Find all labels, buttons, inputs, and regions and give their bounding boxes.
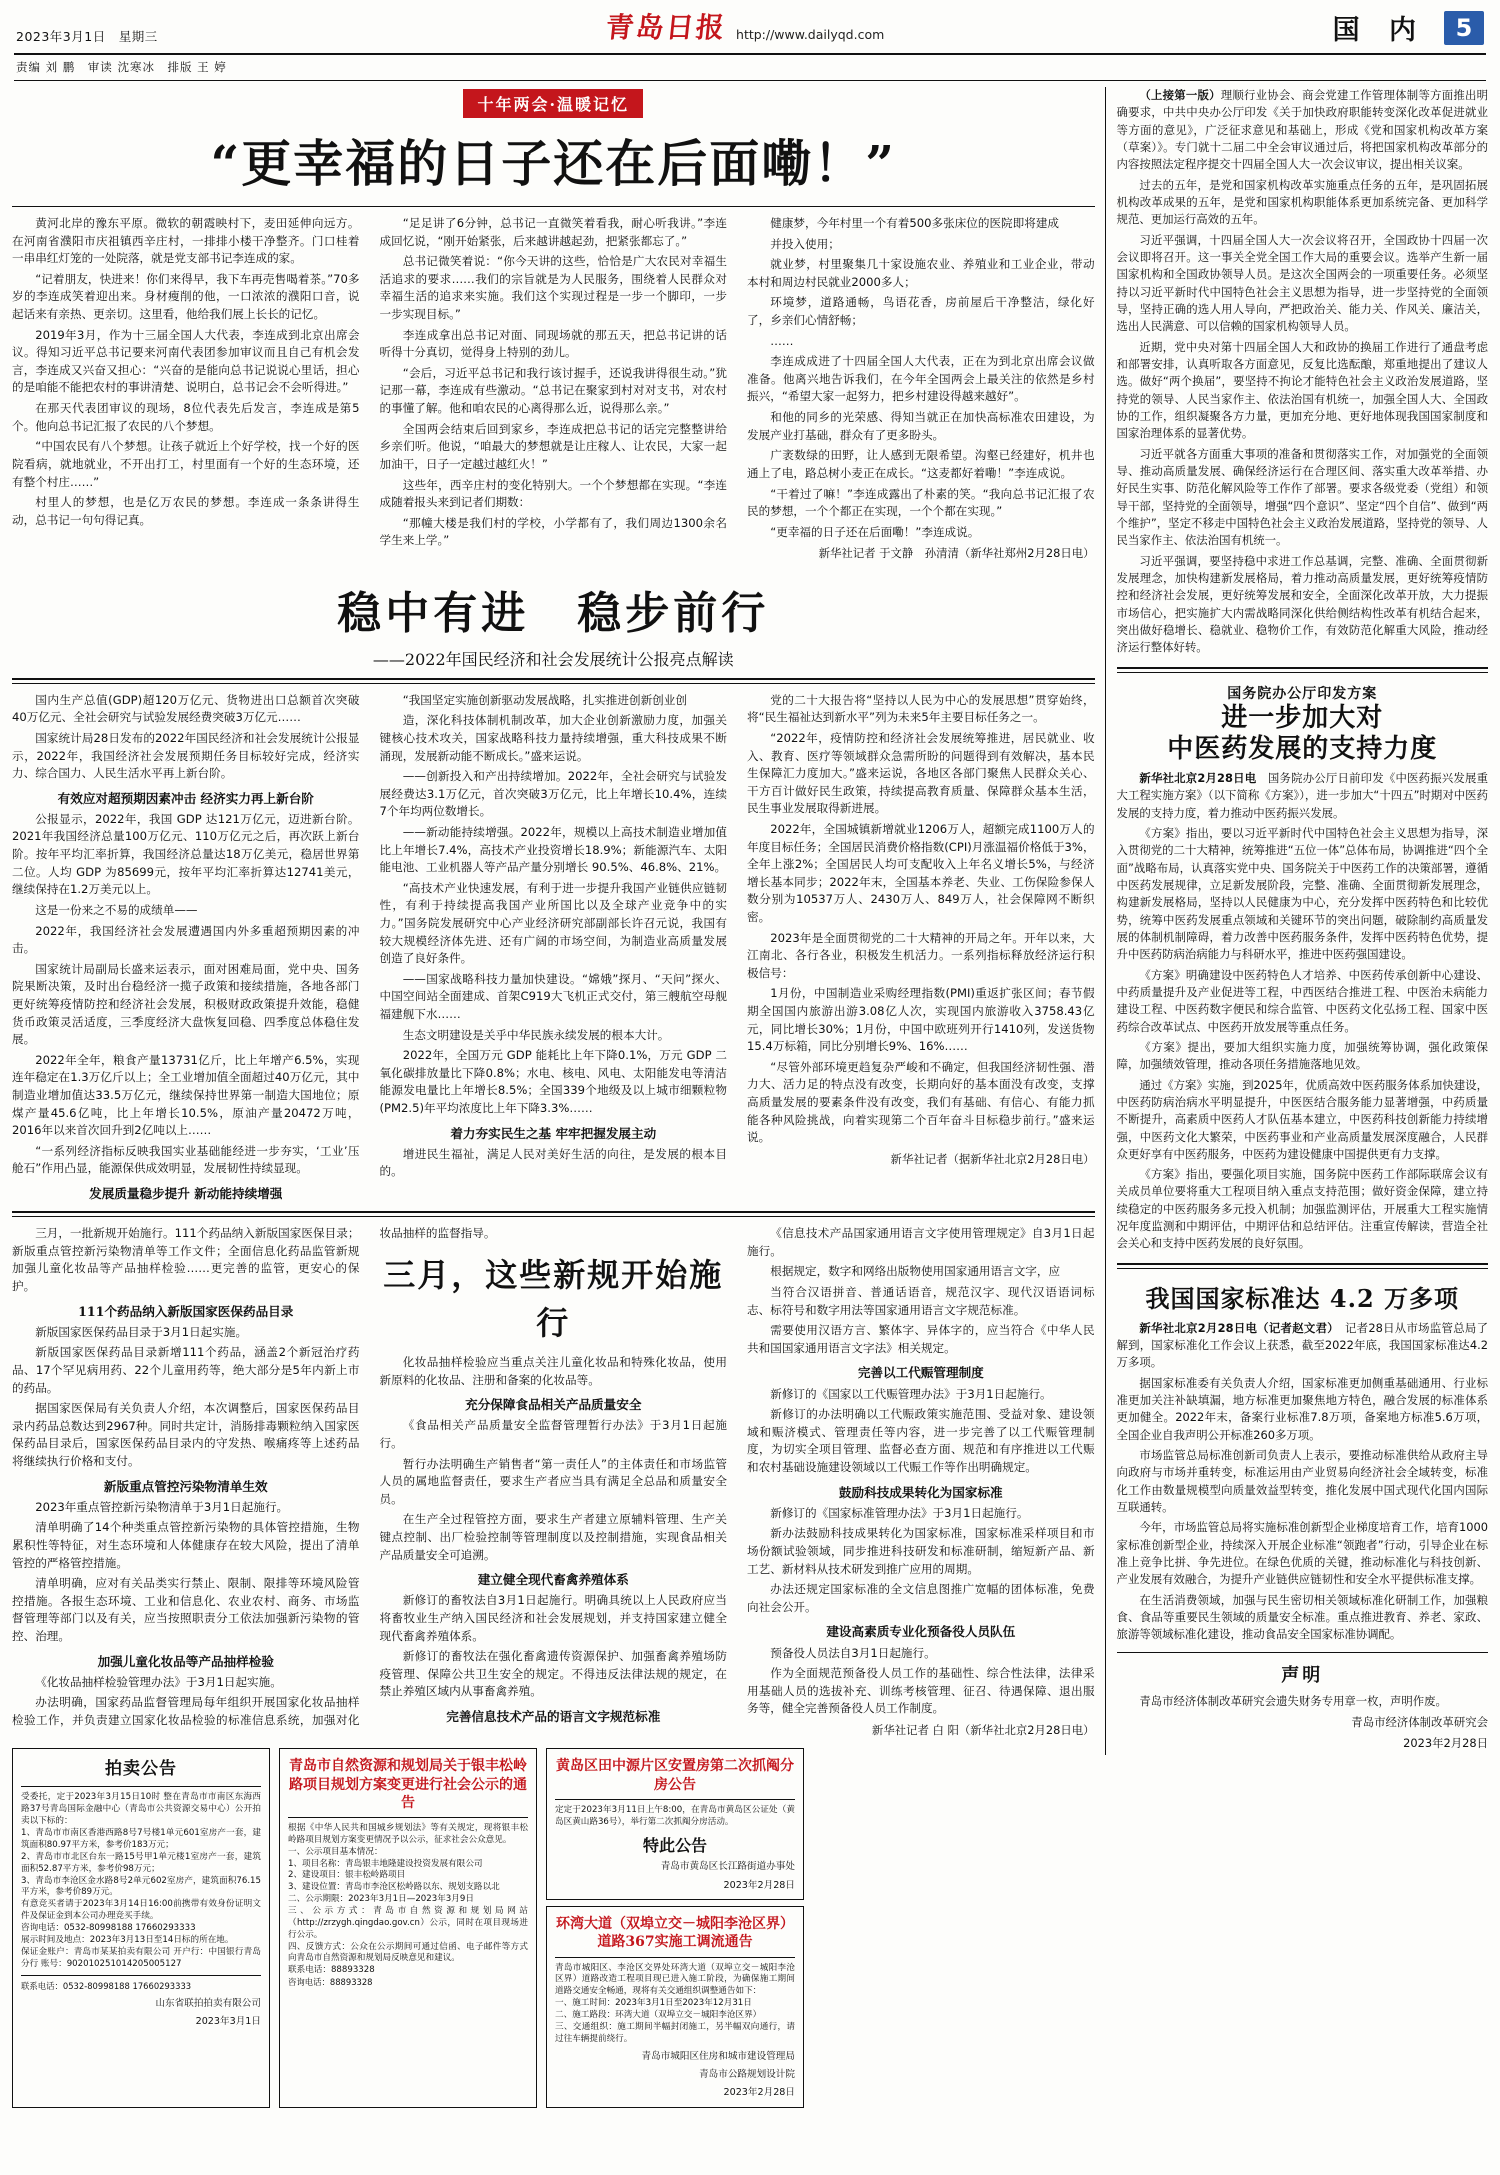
paragraph: 这是一份来之不易的成绩单—— — [35, 902, 198, 917]
economy-subhead-2: 发展质量稳步提升 新动能持续增强 — [89, 1186, 283, 1202]
paragraph: 广袤数绿的田野，让人感到无限希望。沟壑已经建好，机井也通上了电，路总树小麦正在成长。“这麦都好着嘞！”李连成说。 — [747, 448, 1095, 480]
newrules-subhead-7: 完善以工代赈管理制度 — [857, 1365, 984, 1381]
paragraph: “足足讲了6分钟，总书记一直微笑着看我，耐心听我讲。”李连成回忆说，“刚开始紧张，后来越讲越起劲，把紧张都忘了。” — [379, 216, 728, 248]
paragraph: 新修订的《国家以工代赈管理办法》于3月1日起施行。 — [770, 1386, 1052, 1401]
paragraph: “高技术产业快速发展，有利于进一步提升我国产业链供应链韧性，有利于持续提高我国产业所国比以及全球产业竞争中的实力。”国务院发展研究中心产业经济研究部副部长许召元说，我国有较大规模经济体先进、还有广阔的市场空间，为制造业高质量发展创造了良好条件。 — [379, 880, 728, 966]
ad-line: 定定于2023年3月11日上午8:00，在青岛市黄岛区公证处（黄岛区黄山路36号），举行第二次抓阄分房活动。 — [555, 1804, 795, 1827]
ad-body — [555, 1805, 795, 1829]
ad-line: 四、反馈方式：公众在公示期间可通过信函、电子邮件等方式向青岛市自然资源和规划局反映意见和建议。 — [288, 1941, 528, 1964]
economy-headline: 稳中有进 稳步前行 — [337, 587, 770, 639]
notice-body — [1117, 1693, 1488, 1753]
paragraph — [1117, 1320, 1488, 1372]
ad-divider — [555, 1957, 795, 1958]
paragraph: 预备役人员法自3月1日起施行。 — [770, 1645, 936, 1660]
paragraph: 2022年，全国城镇新增就业1206万人，超额完成1100万人的年度目标任务；全国居民消费价格指数(CPI)月涨温福价格低于3%，全年上涨2%；全国居民人均可支配收入上年名义增长5%，与经济增长基本同步；2022年末，全国基本养老、失业、工伤保险参保人数分别为10537万人、2430万人、849万人，社会保障网不断织密。 — [747, 821, 1095, 924]
ad-line: 一、公示项目基本情况： — [288, 1846, 383, 1857]
paragraph: 1月份，中国制造业采购经理指数(PMI)重返扩张区间；春节假期全国国内旅游出游3.08亿人次，实现国内旅游收入3758.43亿元，同比增长30%；1月份，中国中欧班列开行1410列，发送货物15.4万标箱，同比分别增长9%、16%…… — [747, 986, 1095, 1054]
ad-divider — [555, 1799, 795, 1800]
ad-title: 拍卖公告 — [105, 1759, 177, 1780]
lead-body-top — [12, 215, 1095, 563]
paragraph: 2023年是全面贯彻党的二十大精神的开局之年。开年以来，大江南北、各行各业，积极发生机活力。一系列指标释放经济运行积极信号： — [747, 930, 1095, 980]
byline-rule — [14, 80, 1486, 81]
ad-title: 黄岛区田中源片区安置房第二次抓阄分房公告 — [556, 1758, 794, 1793]
ad-line: 三、交通组织：施工期间半幅封闭施工，另半幅双向通行，请过往车辆提前绕行。 — [555, 2021, 795, 2044]
article-standards — [1117, 1279, 1488, 1644]
paragraph: 新修订的畜牧法自3月1日起施行。明确具统以上人民政府应当将畜牧业生产纳入国民经济和社会发展规划，并支持国家建立健全现代畜禽养殖体系。 — [379, 1593, 728, 1643]
dateline: 新华社北京2月28日电 — [1139, 770, 1257, 785]
paragraph: 化妆品抽样检验应当重点关注儿童化妆品和特殊化妆品，使用新原料的化妆品、注册和备案的化妆品等。 — [379, 1355, 728, 1387]
dateline: 新华社北京2月28日电（记者赵文君） — [1139, 1320, 1334, 1335]
paragraph: 过去的五年，是党和国家机构改革实施重点任务的五年，是巩固拓展机构改革成果的五年，是党和国家机构职能体系更加系统完备、更加科学规范、更加运行高效的五年。 — [1116, 177, 1488, 227]
paragraph: 新版国家医保药品目录于3月1日起实施。 — [35, 1324, 248, 1339]
paragraph: 习近平强调，要坚持稳中求进工作总基调，完整、准确、全面贯彻新发展理念，加快构建新发展格局，着力推动高质量发展，更好统筹疫情防控和经济社会发展，更好统筹发展和安全，全面深化改革开放，大力提振市场信心，把实施扩大内需战略同深化供给侧结构性改革有机结合起来，突出做好稳增长、稳就业、稳物价工作，有效防范化解重大风险，推动经济运行整体好转。 — [1116, 553, 1488, 655]
tcm-headline: 进一步加大对 中医药发展的支持力度 — [1167, 702, 1438, 765]
paragraph: 总书记微笑着说：“你今天讲的这些，恰恰是广大农民对幸福生活追求的要求……我们的宗旨就是为人民服务，围绕着人民群众对幸福生活的追求来实施。我们这个实现过程是一步一个脚印，一步一步实现目标。” — [379, 254, 728, 322]
newrules-subhead-5: 建立健全现代畜禽养殖体系 — [477, 1572, 629, 1588]
tcm-body — [1117, 770, 1488, 1253]
paragraph: “我国坚定实施创新驱动发展战略，扎实推进创新创业创 — [402, 692, 687, 707]
main-column — [12, 87, 1095, 2108]
ad-body — [21, 1792, 261, 1970]
paragraph: 新修订的畜牧法在强化畜禽遗传资源保护、加强畜禽养殖场防疫管理、保障公共卫生安全的规定。不得违反法律法规的规定，在禁止养殖区域内从事畜禽养殖。 — [379, 1649, 728, 1699]
paragraph — [1117, 87, 1488, 174]
newrules-body — [12, 1225, 1095, 1739]
ad-line: 2、青岛市市北区台东一路15号甲1单元楼1室房产一套，建筑面积52.87平方米，参考价98万元； — [21, 1851, 261, 1874]
paragraph: 新修订的办法明确以工代赈政策实施范围、受益对象、建设领域和赈济模式、管理责任等内容，进一步完善了以工代赈管理制度，为切实全项目管理、监督必查方面、规范和有序推进以工代赈和农村基础设施建设领域以工代赈工作等作出明确规定。 — [747, 1407, 1095, 1475]
economy-rule — [12, 678, 1095, 684]
page-number-badge: 5 — [1444, 11, 1484, 45]
paragraph: 习近平强调，十四届全国人大一次会议将召开，全国政协十四届一次会议即将召开。这一事关全党全国工作大局的重要会议。选举产生新一届国家机构和全国政协领导人员。是这次全国两会的一项重要任务。必须坚持以习近平新时代中国特色社会主义思想为指导，进一步坚持党的全面领导，坚持正确的选人用人导向，严把政治关、能力关、作风关、廉洁关，选出人民满意、可以信赖的国家机构领导人员。 — [1116, 232, 1488, 334]
paragraph: 市场监管总局标准创新司负责人上表示，要推动标准供给从政府主导向政府与市场并重转变，标准运用由产业贸易向经济社会全域转变，标准化工作由数量规模型向质量效益型转变，推化发展中国式现代化国内国际互联通转。 — [1116, 1448, 1488, 1515]
paragraph-text: 国务院办公厅日前印发《中医药振兴发展重大工程实施方案》（以下简称《方案》），进一步加大“十四五”时期对中医药发展的支持力度，着力推动中医药振兴发展。 — [1116, 770, 1488, 820]
paragraph: 2023年重点管控新污染物清单于3月1日起施行。 — [35, 1499, 289, 1514]
paragraph: “那幢大楼是我们村的学校，小学都有了，我们周边1300余名学生来上学。” — [379, 515, 728, 548]
paragraph: 暂行办法明确生产销售者“第一责任人”的主体责任和市场监管人员的属地监督责任，要求生产者应当具有满足全总品和质量安全员。 — [379, 1456, 728, 1506]
paragraph: 2022年，我国经济社会发展遭遇国内外多重超预期因素的冲击。 — [12, 923, 360, 956]
ad-phone: 联系电话：0532-80998188 17660293333 — [21, 1981, 192, 1992]
ad-housing-lottery — [546, 1748, 804, 1900]
ad-divider — [21, 1975, 261, 1976]
paragraph: 李连成成进了十四届全国人大代表，正在为到北京出席会议做准备。他离兴地告诉我们，在今年全国两会上最关注的依然是乡村振兴，“希望大家一起努力，把乡村建设得越来越好”。 — [747, 354, 1095, 404]
ad-signature-2: 青岛市公路规划设计院 — [699, 2069, 795, 2081]
masthead-logo-group — [606, 6, 884, 48]
continued-article — [1117, 87, 1488, 657]
newrules-subhead-2: 新版重点管控污染物清单生效 — [103, 1478, 268, 1494]
paragraph: “尽管外部环境更趋复杂严峻和不确定，但我国经济韧性强、潜力大、活力足的特点没有改变，长期向好的基本面没有改变，支撑高质量发展的要素条件没有改变，我们有基础、有信心、有能力抓能各种风险挑战，向着实现第二个百年奋斗目标稳步前行。”盛来运说。 — [747, 1059, 1095, 1145]
masthead — [12, 0, 1488, 50]
ad-line: 受委托，定于2023年3月15日10时 整在青岛市市南区东海西路37号青岛国际金融中心（青岛市公共资源交易中心）公开拍卖以下标的： — [21, 1792, 261, 1827]
notice-block — [1117, 1661, 1488, 1753]
masthead-date: 2023年3月1日 星期三 — [16, 29, 158, 44]
paragraph: 据国家标准委有关负责人介绍，国家标准更加侧重基础通用、行业标准更加关注补缺填漏，地方标准更加聚焦地方特色，融合发展的标准体系更加健全。2022年末，备案行业标准7.8万项，备案地方标准5.6万项，全国企业自我声明公开标准260多万项。 — [1116, 1375, 1488, 1442]
ad-line: 3、青岛市李沧区金水路8号2单元602室房产，建筑面积76.15平方米，参考价89万元。 — [21, 1875, 261, 1898]
paragraph-text: 记者28日从市场监管总局了解到，国家标准化工作会议上获悉，截至2022年底，我国国家标准达4.2万多项。 — [1116, 1320, 1488, 1370]
notice-title: 声明 — [1281, 1664, 1324, 1686]
paragraph: 李连成拿出总书记对面、同现场就的那五天，把总书记讲的话听得十分真切，觉得身上特别的劲儿。 — [379, 327, 728, 360]
paragraph: 通过《方案》实施，到2025年，优质高效中医药服务体系加快建设，中医药防病治病水平明显提升，中医医结合服务能力显著增强，中药质量不断提升，高素质中医药人才队伍基本建立，中医药科技创新能力持续增强，中医药文化大繁荣，中医药事业和产业高质量发展深度融合，人民群众更好享有中医药服务，中医药为建设健康中国提供更有力支撑。 — [1116, 1077, 1488, 1161]
ad-line: 三、公示方式：青岛市自然资源和规划局网站（http://zrzygh.qingdao.gov.cn）公示，同时在项目现场进行公示。 — [288, 1905, 528, 1940]
ad-line: 二、公示期限：2023年3月1日—2023年3月9日 — [288, 1894, 474, 1905]
paragraph: 《方案》明确建设中医药特色人才培养、中医药传承创新中心建设、中药质量提升及产业促进等工程，中西医结合推进工程、中医治未病能力建设工程、中医药数字便民和综合监管、中医药文化弘扬工程、国家中医药综合改革试点、中医药开放发展等重点任务。 — [1116, 967, 1488, 1034]
paragraph: 国内生产总值(GDP)超120万亿元、货物进出口总额首次突破40万亿元、全社会研究与试验发展经费突破3万亿元…… — [12, 692, 360, 725]
economy-subheadline: ——2022年国民经济和社会发展统计公报亮点解读 — [372, 649, 734, 669]
ad-line: 根据《中华人民共和国城乡规划法》等有关规定，现将银丰松岭路项目规划方案变更情况予以公示，征求社会公众意见。 — [288, 1822, 528, 1845]
paragraph: …… — [770, 333, 794, 348]
paragraph: 需要使用汉语方言、繁体字、异体字的，应当符合《中华人民共和国国家通用语言文字法》相关规定。 — [747, 1323, 1095, 1355]
paragraph: 生态文明建设是关乎中华民族永续发展的根本大计。 — [402, 1027, 670, 1042]
article-tcm — [1117, 683, 1488, 1253]
ad-divider — [288, 1817, 528, 1818]
ad-signature-1: 山东省联拍拍卖有限公司 — [155, 1997, 261, 2009]
section-title: 国 内 — [1332, 15, 1426, 46]
paragraph: 《化妆品抽样检验管理办法》于3月1日起实施。 — [35, 1674, 282, 1689]
editor-byline: 责编 刘 鹏 审读 沈寒冰 排版 王 婷 — [16, 60, 227, 74]
paragraph: 国家统计局副局长盛来运表示，面对困难局面，党中央、国务院果断决策，及时出台稳经济一揽子政策和接续措施，各地各部门更好统筹疫情防控和经济社会发展，积极财政政策提升效能，稳健货币政策灵活适度，三季度经济大盘恢复回稳、四季度总体稳住发展。 — [12, 961, 360, 1047]
newrules-subhead-4: 充分保障食品相关产品质量安全 — [465, 1397, 642, 1413]
ad-line: 联系电话：88893328 — [288, 1965, 375, 1976]
paragraph: 新版国家医保药品目录新增111个药品，涵盖2个新冠治疗药品、17个罕见病用药、22个儿童用药等，绝大部分是5年内新上市的药品。 — [12, 1345, 360, 1395]
article-signature: 新华社记者（据新华社北京2月28日电） — [890, 1151, 1095, 1166]
ad-title: 环湾大道（双埠立交－城阳李沧区界）道路367实施工调流通告 — [556, 1916, 794, 1951]
lead-kicker-wrap — [12, 89, 1095, 118]
masthead-section-group — [1333, 8, 1484, 48]
lead-headline: “更幸福的日子还在后面嘞！” — [210, 134, 897, 193]
paragraph: 《方案》提出，要加大组织实施力度，加强统筹协调，强化政策保障，加强绩效管理，推动各项任务措施落地见效。 — [1116, 1039, 1488, 1072]
ad-divider — [21, 1786, 261, 1787]
paragraph: 根据规定，数字和网络出版物使用国家通用语言文字，应 — [770, 1264, 1061, 1279]
paragraph: 青岛市经济体制改革研究会遗失财务专用章一枚，声明作废。 — [1139, 1693, 1447, 1708]
paragraph: 作为全面规范预备役人员工作的基础性、综合性法律，法律采用基础人员的选拔补充、训练考核管理、征召、待遇保障、退出服务等，健全完善预备役人员工作制度。 — [747, 1666, 1095, 1716]
ad-signature-2: 2023年2月28日 — [723, 1879, 795, 1891]
ad-body — [555, 1963, 795, 2046]
paragraph: 习近平就各方面重大事项的准备和贯彻落实工作，对加强党的全面领导、推动高质量发展、确保经济运行在合理区间、落实重大改革举措、办好民生实事、防范化解风险等工作作了部署。要求各级党委（党组）和领导干部，坚持党的全面领导，增强“四个意识”、坚定“四个自信”、做到“两个维护”，坚定不移走中国特色社会主义政治发展道路，坚持党的领导、人民当家作主、依法治国有机统一。 — [1116, 446, 1488, 548]
economy-body — [12, 692, 1095, 1204]
ad-signature-1: 青岛市黄岛区长江路街道办事处 — [660, 1861, 795, 1873]
ad-auction-notice — [12, 1748, 270, 2107]
paragraph: 在生活消费领域，加强与民生密切相关领域标准化研制工作，加强粮食、食品等重要民生领域的质量安全标准。重点推进教育、养老、家政、旅游等领域标准化建设，推动食品安全国家标准协调配。 — [1116, 1592, 1488, 1642]
paragraph: ——国家战略科技力量加快建设。“嫦娥”探月、“天问”探火、中国空间站全面建成、首架C919大飞机正式交付，第三艘航空母舰福建舰下水…… — [379, 971, 728, 1022]
paragraph: 办法还规定国家标准的全文信息图推广宽幅的团体标准，免费向社会公开。 — [747, 1582, 1095, 1614]
article-lead — [12, 89, 1095, 563]
paragraph: “一系列经济指标反映我国实业基础能经进一步夯实，‘工业’压舱石”作用凸显，能源保供成效明显，发展韧性持续显现。 — [12, 1143, 360, 1176]
paragraph: “记着朋友，快进来！你们来得早，我下车再売售喝着茶。”70多岁的李连成笑着迎出来。身材瘦削的他，一口浓浓的濮阳口音，说起话来有亲热、更亲切。这里看，他给我们展上长长的记忆。 — [12, 271, 360, 322]
paragraph: 在生产全过程管控方面，要求生产者建立原辅料管理、生产关键点控制、出厂检验控制等管理制度以及控制措施，实现食品相关产品质量安全可追溯。 — [379, 1512, 728, 1562]
ad-line: 青岛市城阳区、李沧区交界处环湾大道（双埠立交－城阳李沧区界）道路改造工程项目现已进入施工阶段，为确保施工期间道路交通安全畅通，现将有关交通组织调整通告如下： — [555, 1962, 795, 1997]
newrules-subhead-6: 完善信息技术产品的语言文字规范标准 — [446, 1709, 661, 1725]
paragraph: “干着过了嘛！”李连成露出了朴素的笑。“我向总书记汇报了农民的梦想，一个个都正在实现，一个个都在实现。” — [747, 486, 1095, 519]
ad-line: 2、建设项目：银丰松岭路项目 — [288, 1870, 406, 1881]
ad-line: 1、项目名称：青岛银丰地隆建设投资发展有限公司 — [288, 1858, 483, 1869]
paragraph: 2022年，全国万元 GDP 能耗比上年下降0.1%，万元 GDP 二氧化碳排放量比下降0.8%；水电、核电、风电、太阳能发电等清洁能源发电量比上年增长8.5%；全国339个地级及以上城市细颗粒物(PM2.5)年平均浓度比上年下降3.3%…… — [379, 1048, 728, 1116]
paragraph: “2022年，疫情防控和经济社会发展统筹推进，居民就业、收入、教育、医疗等领域群众急需所盼的问题得到有效解决，基本民生保障汇力度加大。”盛来运说，各地区各部门聚焦人民群众关心、干方百计做好民生政策，持续提高教育质量、保障群众基本生活，民生事业发展取得新进展。 — [747, 730, 1095, 816]
newspaper-logo: 青岛日报 — [604, 11, 728, 44]
paragraph: 《方案》指出，要强化项目实施，国务院中医药工作部际联席会议有关成员单位要将重大工程项目纳入重点支持范围；做好资金保障，建立持续稳定的中医药服务多元投入机制；加强监测评估，开展重大工程实施情况年度监测和中期评估，中期评估和总结评估。注重宣传解读，营造全社会关心和支持中医药发展的良好氛围。 — [1116, 1167, 1488, 1251]
tcm-title-box — [1117, 683, 1488, 766]
paragraph: 三月，一批新规开始施行。111个药品纳入新版国家医保目录；新版重点管控新污染物清单等工作文件；全面信息化药品监管新规加强儿童化妆品等产品抽样检验……更完善的监管，更安心的保护。 — [12, 1226, 360, 1294]
paragraph: 黄河北岸的豫东平原。微软的朝霞映村下，麦田延伸向远方。在河南省濮阳市庆祖镇西辛庄村，一排排小楼干净整齐。门口桂着一串串红灯笼的一处院落，就是党支部书记李连成的家。 — [12, 216, 360, 266]
ad-line: 展示时间及地点：2023年3月13日至14日标的所在地。 — [21, 1934, 234, 1945]
ad-line: 咨询电话：0532-80998188 17660293333 — [21, 1922, 196, 1933]
paragraph: 今年，市场监管总局将实施标准创新型企业梯度培育工作，培育1000家标准创新型企业，持续深入开展企业标准“领跑者”行动，引导企业在标准上竞争比拼、争先进位。在绿色优质的关键，推动标准化与科技创新、产业发展有效融合，为提升产业链供应链韧性和安全水平提供标准支撑。 — [1116, 1520, 1488, 1587]
paragraph: 《食品相关产品质量安全监督管理暂行办法》于3月1日起施行。 — [379, 1418, 728, 1451]
ad-line: 3、建设位置：青岛市李沧区松岭路以东、规划支路以北 — [288, 1882, 500, 1893]
newrules-subhead-9: 建设高素质专业化预备役人员队伍 — [826, 1624, 1016, 1640]
right-divider-2 — [1117, 1263, 1488, 1269]
paragraph: 公报显示，2022年，我国 GDP 达121万亿元，迈进新台阶。2021年我国经济总量100万亿元、110万亿元之后，再次跃上新台阶。按年平均汇率折算，我国经济总量达18万亿美元，稳居世界第二位。人均 GDP 为85699元，按年平均汇率折算达12741美元，继续保持在1.2万美元以上。 — [12, 811, 360, 897]
section-rule-2 — [12, 1211, 1095, 1217]
paragraph: 近期，党中央对第十四届全国人大和政协的换届工作进行了通盘考虑和部署安排，认真听取各方面意见，反复比选酝酿，郑重地提出了建议人选。做好“两个换届”，要坚持不拘论才能特色社会主义政治发展道路，坚持党的领导、人民当家作主、依法治国有机统一，加强全国人大、全国政协的工作，组织凝聚各方力量，更加充分地、更好地体现我国国家制度和国家治理体系的显著优势。 — [1116, 339, 1488, 441]
paragraph: 就业梦，村里聚集几十家设施农业、养殖业和工业企业，带动本村和周边村民就业2000多人； — [747, 257, 1095, 289]
continued-label: （上接第一版） — [1139, 88, 1221, 102]
economy-headline-wrap — [12, 577, 1095, 670]
paragraph: 清单明确了14个种类重点管控新污染物的具体管控措施，生物累积性等特征，对生态环境和人体健康存在较大风险，提出了清单管控的严格管控措施。 — [12, 1520, 360, 1570]
standards-headline: 我国国家标准达 4.2 万多项 — [1145, 1283, 1459, 1313]
newspaper-url: http://www.dailyqd.com — [736, 27, 885, 42]
ad-signature-3: 2023年2月28日 — [723, 2087, 795, 2099]
standards-body — [1117, 1320, 1488, 1644]
paragraph: 在那天代表团审议的现场，8位代表先后发言，李连成是第5个。他向总书记汇报了农民的八个梦想。 — [12, 401, 360, 433]
paragraph: 村里人的梦想，也是亿万农民的梦想。李连成一条条讲得生动，总书记一句句得记真。 — [12, 495, 360, 527]
notice-signature-2: 2023年2月28日 — [1403, 1736, 1488, 1751]
right-column — [1105, 87, 1488, 1755]
economy-subhead-1: 有效应对超预期因素冲击 经济实力再上新台阶 — [57, 790, 314, 806]
ad-title: 青岛市自然资源和规划局关于银丰松岭路项目规划方案变更进行社会公示的通告 — [289, 1758, 527, 1811]
paragraph: 当符合汉语拼音、普通话语音，规范汉字、现代汉语语词标志、标符号和数字用法等国家通用语言文字规范标准。 — [747, 1285, 1095, 1317]
article-newrules — [12, 1225, 1095, 1739]
ad-special-note: 特此公告 — [642, 1836, 707, 1856]
paragraph: “更幸福的日子还在后面嘞！”李连成说。 — [770, 524, 980, 539]
ad-line: 保证金账户：青岛市某某拍卖有限公司 开户行：中国银行青岛分行 账号：902010251014205005127 — [21, 1946, 261, 1969]
paragraph: 《信息技术产品国家通用语言文字使用管理规定》自3月1日起施行。 — [747, 1226, 1095, 1258]
paragraph: 据国家医保局有关负责人介绍，本次调整后，国家医保药品目录内药品总数达到2967种。同时共定计，消肠排毒颗粒纳入国家医保药品目录后，国家医保药品目录内的守发热、喉痛疼等上述药品将继续执行价格和支付。 — [12, 1401, 360, 1469]
notice-signature-1: 青岛市经济体制改革研究会 — [1351, 1715, 1488, 1730]
paragraph: 新修订的《国家标准管理办法》于3月1日起施行。 — [770, 1505, 1029, 1520]
article-signature: 新华社记者 白 阳（新华社北京2月28日电） — [871, 1723, 1095, 1738]
newrules-subhead-8: 鼓励科技成果转化为国家标准 — [838, 1484, 1003, 1500]
tcm-kicker: 国务院办公厅印发方案 — [1227, 685, 1378, 702]
newrules-subhead-3: 加强儿童化妆品等产品抽样检验 — [97, 1653, 274, 1669]
paragraph: 新办法鼓励科技成果转化为国家标准，国家标准采样项目和市场份额试验领域，同步推进科技研发和标准研制，缩短新产品、新工艺、新材料从技术研发到推广应用的周期。 — [747, 1526, 1095, 1576]
paragraph: 健康梦，今年村里一个有着500多张床位的医院即将建成 — [770, 216, 1060, 230]
paragraph: ——创新投入和产出持续增加。2022年，全社会研究与试验发展经费达3.1万亿元，首次突破3万亿元，比上年增长10.4%，连续7个年均两位数增长。 — [379, 769, 728, 819]
classified-ads — [12, 1748, 1095, 2107]
paragraph: 这些年，西辛庄村的变化特别大。一个个梦想都在实现。“李连成随着报头来到记者们期数： — [379, 477, 728, 510]
paragraph: 2019年3月，作为十三届全国人大代表，李连成到北京出席会议。得知习近平总书记要来河南代表团参加审议而且自己有机会发言，李连成又兴奋又担心：“兴奋的是能向总书记说说心里话，担心的是咱能不能把农村的事讲清楚、说明白，总书记会不会听得进。” — [12, 327, 360, 395]
paragraph: 和他的同乡的光荣感、得知当就正在加快高标准农田建设，为发展产业打基础，群众有了更多盼头。 — [747, 410, 1095, 442]
ad-line: 二、施工路段：环湾大道（双埠立交－城阳李沧区界） — [555, 2010, 762, 2021]
paragraph: 全国两会结束后回到家乡，李连成把总书记的话完完整整讲给乡亲们听。他说，“咱最大的梦想就是让庄稼人、让农民，大家一起加油干，日子一定越过越红火！” — [379, 421, 728, 471]
paragraph-text: 理顺行业协会、商会党建工作管理体制等方面推出明确要求，中共中央办公厅印发《关于加快政府职能转变深化改革促进就业等方面的意见》，广泛征求意见和基础上，形成《党和国家机构改革方案（草案）》。专门就十二届二中全会审议通过后，将把国家机构改革部分的内容按照法定程序提交十四届全国人大一次会议审议，提出相关议案。 — [1116, 88, 1488, 172]
ad-body — [288, 1823, 528, 1977]
paragraph: 清单明确，应对有关品类实行禁止、限制、限排等环境风险管控措施。各报生态环境、工业和信息化、农业农村、商务、市场监督管理等部门以及有关，应当按照职责分工依法加强新污染物的管控、治理。 — [12, 1576, 360, 1644]
article-economy — [12, 577, 1095, 1204]
newrules-subhead-1: 111个药品纳入新版国家医保药品目录 — [78, 1303, 294, 1319]
ad-planning-notice — [279, 1748, 537, 2107]
ad-line: 1、青岛市市南区香港西路8号7号楼1单元601室房产一套，建筑面积80.97平方米，参考价183万元； — [21, 1828, 261, 1850]
newrules-headline: 三月，这些新规开始施行 — [383, 1255, 724, 1343]
ad-signature-2: 2023年3月1日 — [195, 2016, 261, 2028]
lead-kicker: 十年两会·温暖记忆 — [463, 89, 643, 118]
paragraph: 环境梦，道路通畅，鸟语花香，房前屋后干净整洁，绿化好了，乡亲们心情舒畅； — [747, 295, 1095, 328]
ad-road-construction — [546, 1906, 804, 2108]
paragraph: 党的二十大报告将“坚持以人民为中心的发展思想”贯穿始终，将“民生福祉达到新水平”列为未来5年主要目标任务之一。 — [747, 692, 1095, 725]
paragraph: ——新动能持续增强。2022年，规模以上高技术制造业增加值比上年增长7.4%，高技术产业投资增长18.9%；新能源汽车、太阳能电池、工业机器人等产品产量分别增长 90.5%、46.8%、21%。 — [379, 824, 728, 875]
paragraph: 办法明确，国家药品监督管理局每年组织开展国家化妆品抽样检验工作，并负责建立国家化妆品检验的标准信息系统，加强对化妆品抽样的监督指导。 — [12, 1226, 496, 1728]
paragraph: 国家统计局28日发布的2022年国民经济和社会发展统计公报显示，2022年，我国经济社会发展预期任务目标较好完成，经济实力、综合国力、人民生活水平再上新台阶。 — [12, 730, 360, 781]
paragraph: 并投入使用； — [770, 236, 840, 251]
lead-rule — [12, 206, 1095, 207]
ad-line: 一、施工时间：2023年3月1日至2023年12月31日 — [555, 1998, 752, 2009]
ad-group-huangdao — [546, 1748, 804, 2107]
paragraph: 增进民生福祉，满足人民对美好生活的向往，是发展的根本目的。 — [379, 1146, 728, 1179]
article-signature: 新华社记者 于文静 孙清清（新华社郑州2月28日电） — [818, 546, 1095, 561]
paragraph: “会后，习近平总书记和我行该讨握手，还说我讲得很生动。”犹记那一幕，李连成有些激动。“总书记在聚家到村对对支书，对农村的事懂了解。他和咱农民的心离得那么近，说得那么亲。” — [379, 365, 728, 416]
paragraph: “中国农民有八个梦想。让孩子就近上个好学校，找一个好的医院看病，就地就业，不开出打工，村里面有一个好的生态环境，还有整个村庄……” — [12, 439, 360, 489]
page-body — [12, 87, 1488, 2108]
paragraph — [1117, 770, 1488, 822]
paragraph: 2022年全年，粮食产量13731亿斤，比上年增产6.5%，实现连年稳定在1.3万亿斤以上；全工业增加值全面超过40万亿元，其中制造业增加值达33.5万亿元，继续保持世界第一制造大国地位；原煤产量45.6亿吨，比上年增长10.5%，原油产量20472万吨，2016年以来首次回升到2亿吨以上…… — [12, 1052, 360, 1138]
paragraph: 《方案》指出，要以习近平新时代中国特色社会主义思想为指导，深入贯彻党的二十大精神，统筹推进“五位一体”总体布局，协调推进“四个全面”战略布局，认真落实党中央、国务院关于中医药工作的决策部署，遵循中医药发展规律，立足新发展阶段，完整、准确、全面贯彻新发展理念，构建新发展格局，坚持以人民健康为中心，充分发挥中医药特色和比较优势，统筹中医药发展重点领域和关键环节的突出问题，破除制约高质量发展的体制机制障碍，着力改善中医药服务条件，发挥中医药特色优势，提升中医药防病治病能力与科研水平，推进中医药强国建设。 — [1116, 825, 1488, 962]
paragraph: 造，深化科技体制机制改革，加大企业创新激励力度，加强关键核心技术攻关，国家战略科技力量持续增强，重大科技成果不断涌现，发展新动能不断成长。”盛来运说。 — [379, 713, 728, 763]
right-divider-3 — [1117, 1652, 1488, 1653]
ad-signature-1: 青岛市城阳区住房和城市建设管理局 — [641, 2050, 795, 2062]
ad-line: 有意竞买者请于2023年3月14日16:00前携带有效身份证明文件及保证金到本公司办理竞买手续。 — [21, 1899, 261, 1922]
economy-subhead-3: 着力夯实民生之基 牢牢把握发展主动 — [450, 1125, 657, 1141]
ad-phone: 咨询电话：88893328 — [288, 1977, 373, 1988]
right-divider-1 — [1117, 667, 1488, 673]
